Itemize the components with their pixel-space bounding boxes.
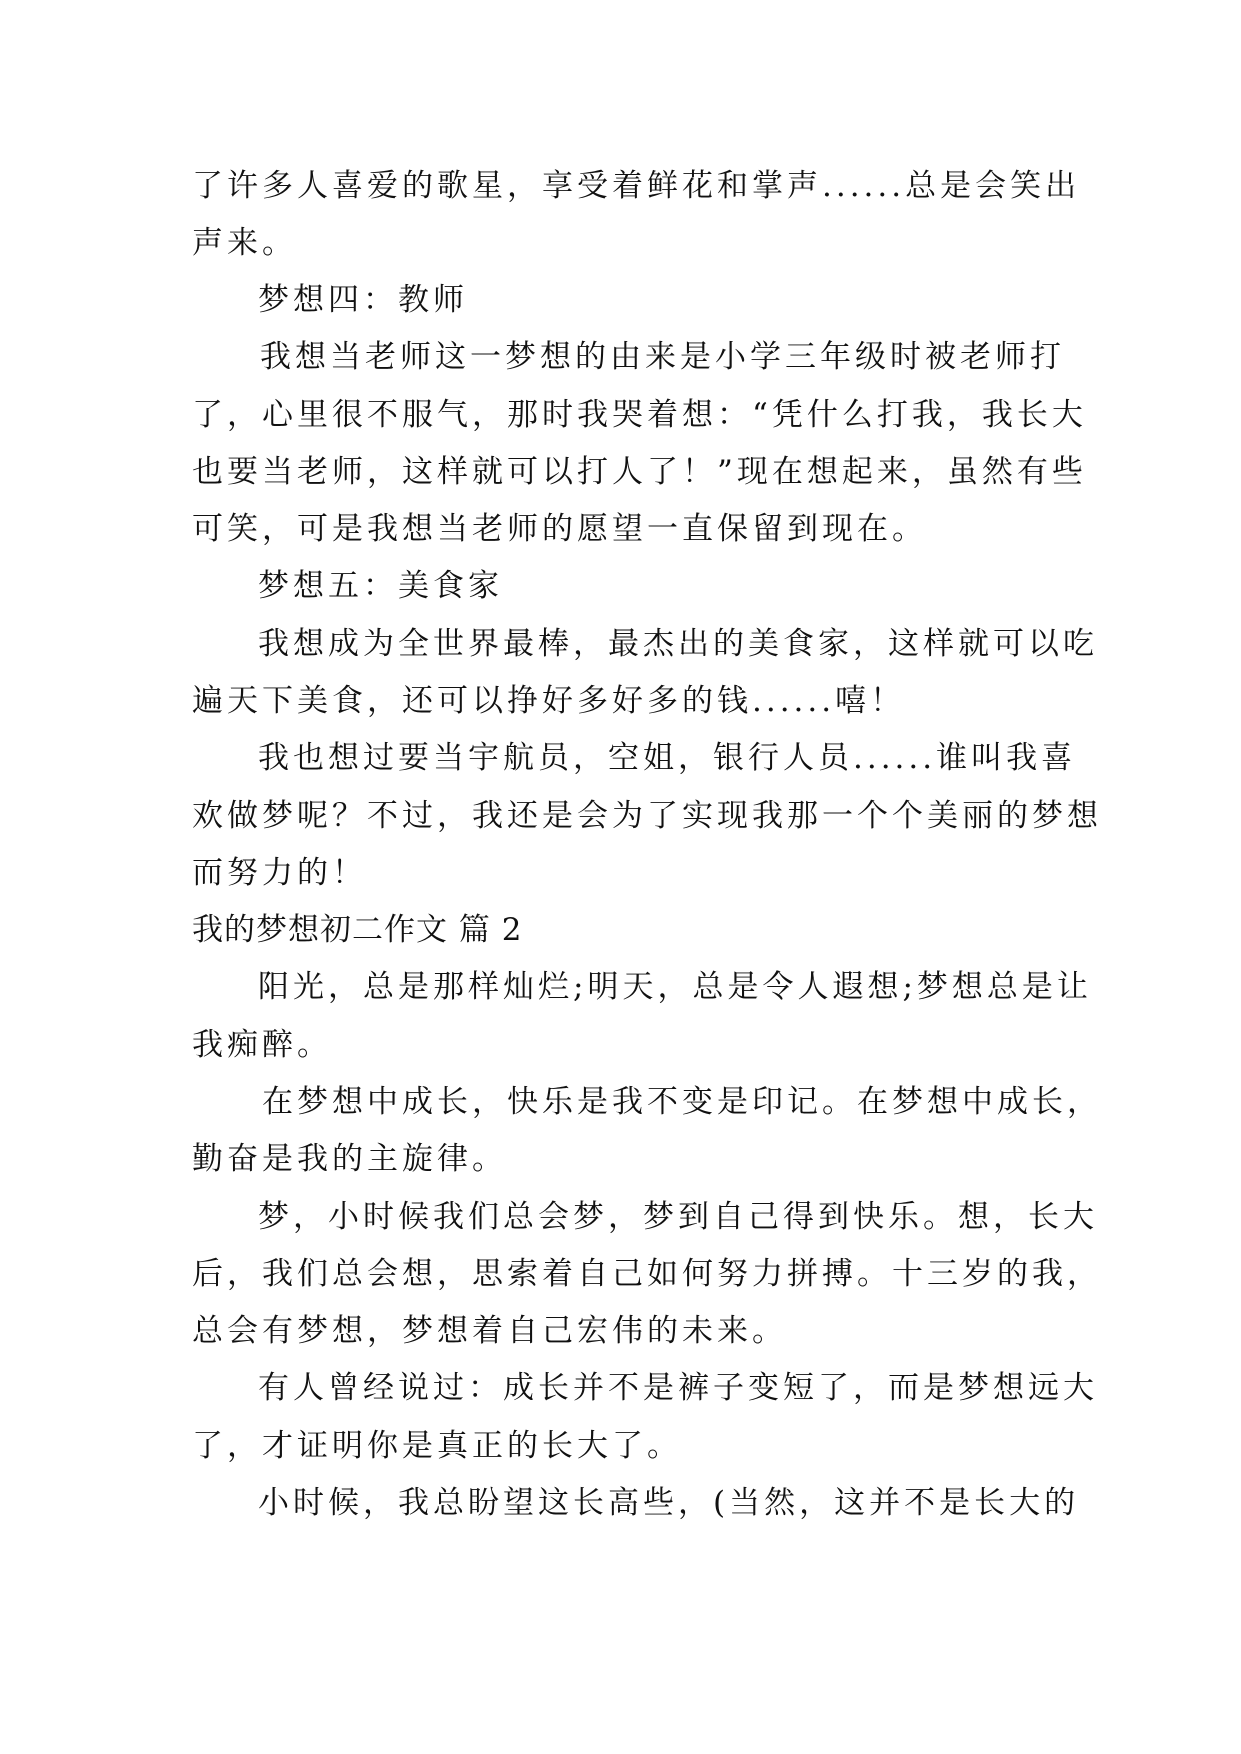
text-line: 我痴醉。 xyxy=(192,1027,332,1063)
text-line: 了许多人喜爱的歌星，享受着鲜花和掌声......总是会笑出 xyxy=(192,168,1081,204)
text-line: 可笑，可是我想当老师的愿望一直保留到现在。 xyxy=(192,511,927,547)
text-line: 我想成为全世界最棒，最杰出的美食家，这样就可以吃 xyxy=(258,626,1098,662)
text-line: 梦，小时候我们总会梦，梦到自己得到快乐。想，长大 xyxy=(258,1199,1098,1235)
text-line: 我想当老师这一梦想的由来是小学三年级时被老师打 xyxy=(260,339,1065,375)
section-heading: 梦想五：美食家 xyxy=(258,568,503,604)
text-line: 声来。 xyxy=(192,225,297,261)
text-line: 了，才证明你是真正的长大了。 xyxy=(192,1428,682,1464)
text-line: 而努力的！ xyxy=(192,855,367,891)
text-line: 小时候，我总盼望这长高些，(当然，这并不是长大的 xyxy=(258,1485,1080,1521)
text-line: 有人曾经说过：成长并不是裤子变短了，而是梦想远大 xyxy=(258,1370,1098,1406)
text-line: 遍天下美食，还可以挣好多好多的钱......嘻！ xyxy=(192,683,906,719)
text-line: 阳光，总是那样灿烂;明天，总是令人遐想;梦想总是让 xyxy=(258,969,1092,1005)
section-heading: 梦想四：教师 xyxy=(258,282,468,318)
text-line: 勤奋是我的主旋律。 xyxy=(192,1141,507,1177)
text-line: 总会有梦想，梦想着自己宏伟的未来。 xyxy=(192,1313,787,1349)
text-line: 在梦想中成长，快乐是我不变是印记。在梦想中成长， xyxy=(262,1084,1102,1120)
text-line: 我也想过要当宇航员，空姐，银行人员......谁叫我喜 xyxy=(258,740,1077,776)
article-title: 我的梦想初二作文 篇 2 xyxy=(192,912,523,948)
text-line: 后，我们总会想，思索着自己如何努力拼搏。十三岁的我， xyxy=(192,1256,1102,1292)
text-line: 也要当老师，这样就可以打人了！”现在想起来，虽然有些 xyxy=(192,454,1087,490)
text-line: 了，心里很不服气，那时我哭着想：“凭什么打我，我长大 xyxy=(192,397,1087,433)
text-line: 欢做梦呢？不过，我还是会为了实现我那一个个美丽的梦想 xyxy=(192,798,1102,834)
